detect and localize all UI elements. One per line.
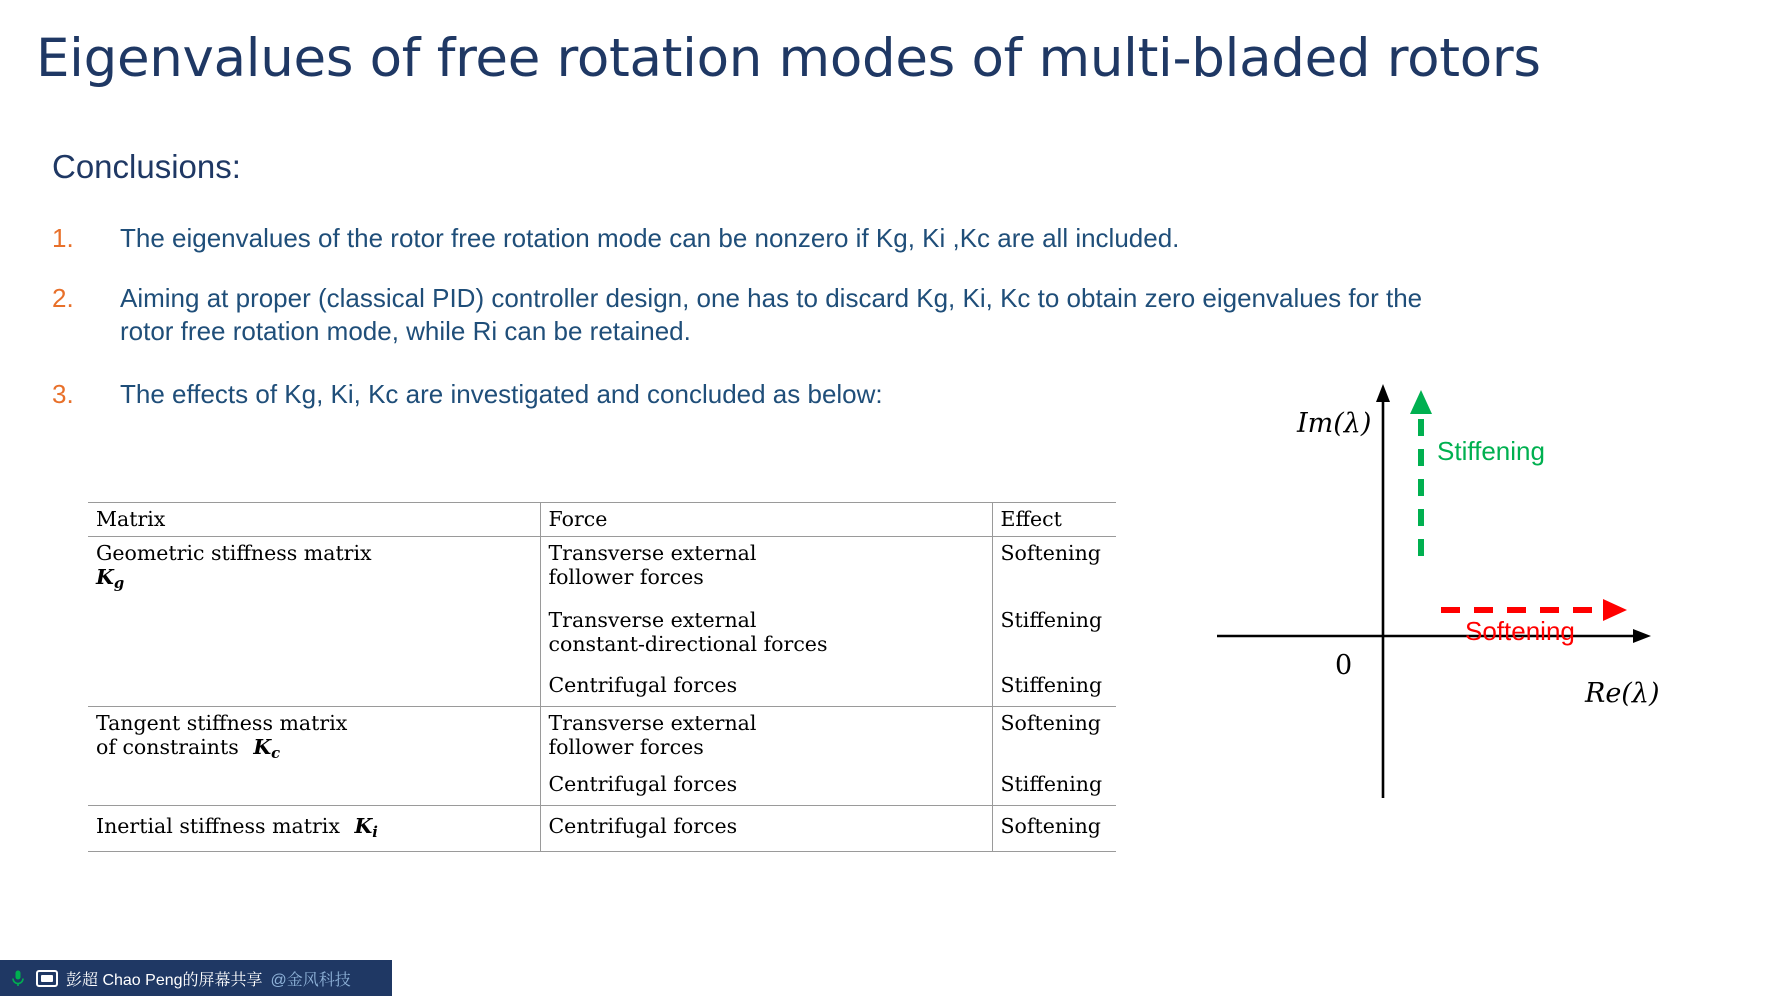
force-line1: Centrifugal forces bbox=[548, 673, 738, 697]
conclusion-number-1: 1. bbox=[52, 223, 74, 253]
force-cell bbox=[540, 707, 992, 765]
softening-arrow-head bbox=[1603, 599, 1627, 621]
conclusion-text-1: The eigenvalues of the rotor free rotation mode can be nonzero if Kg, Ki ,Kc are all included. bbox=[120, 223, 1180, 253]
real-axis-arrow bbox=[1633, 629, 1651, 643]
force-line1: Transverse external bbox=[548, 711, 757, 735]
screen-share-bar bbox=[0, 960, 392, 996]
effects-table bbox=[88, 502, 1116, 852]
force-line1: Centrifugal forces bbox=[548, 814, 738, 838]
effect-cell bbox=[992, 806, 1116, 852]
effect-cell bbox=[992, 764, 1116, 806]
share-owner-tag: @金风科技 bbox=[270, 971, 351, 989]
table-bottom-rule bbox=[88, 852, 1116, 853]
matrix-cell-kc bbox=[88, 707, 540, 806]
effect-text: Stiffening bbox=[1000, 772, 1103, 796]
conclusion-item-2 bbox=[52, 282, 1472, 349]
force-line2: follower forces bbox=[548, 735, 704, 759]
softening-label: Softening bbox=[1465, 616, 1575, 646]
force-cell bbox=[540, 764, 992, 806]
screen-share-icon[interactable] bbox=[36, 970, 58, 987]
matrix-symbol: $K_g$ bbox=[96, 565, 125, 593]
matrix-cell-ki bbox=[88, 806, 540, 852]
matrix-label-line2: of constraints $K_c$ bbox=[96, 735, 281, 763]
effect-text: Stiffening bbox=[1000, 608, 1103, 632]
table-header-effect: Effect bbox=[992, 503, 1116, 537]
microphone-icon[interactable] bbox=[8, 968, 28, 988]
imaginary-axis-label: Im(λ) bbox=[1297, 408, 1372, 439]
table-row bbox=[88, 707, 1116, 765]
table-row bbox=[88, 537, 1116, 595]
origin-label: 0 bbox=[1335, 650, 1353, 681]
force-line2: constant-directional forces bbox=[548, 632, 828, 656]
complex-plane-diagram bbox=[1215, 378, 1735, 898]
conclusion-item-1 bbox=[52, 222, 1502, 255]
matrix-label-line1: Inertial stiffness matrix $K_i$ bbox=[96, 814, 378, 842]
effect-cell bbox=[992, 661, 1116, 707]
effect-text: Softening bbox=[1000, 814, 1101, 838]
force-cell bbox=[540, 537, 992, 595]
effect-cell bbox=[992, 594, 1116, 661]
force-line1: Transverse external bbox=[548, 541, 757, 565]
force-cell bbox=[540, 594, 992, 661]
force-cell bbox=[540, 806, 992, 852]
table-header-force: Force bbox=[540, 503, 992, 537]
conclusion-number-2: 2. bbox=[52, 283, 74, 313]
force-line1: Transverse external bbox=[548, 608, 757, 632]
imaginary-axis-arrow bbox=[1376, 384, 1390, 402]
conclusion-number-3: 3. bbox=[52, 379, 74, 409]
conclusions-heading: Conclusions: bbox=[52, 148, 241, 185]
stiffening-arrow-head bbox=[1410, 390, 1432, 414]
effects-table-container bbox=[88, 502, 1116, 852]
table-header-row bbox=[88, 503, 1116, 537]
page-title: Eigenvalues of free rotation modes of multi-bladed rotors bbox=[36, 28, 1541, 89]
stiffening-label: Stiffening bbox=[1437, 436, 1545, 466]
force-cell bbox=[540, 661, 992, 707]
real-axis-label: Re(λ) bbox=[1585, 678, 1660, 709]
matrix-label-line1: Geometric stiffness matrix bbox=[96, 541, 372, 565]
effect-cell: Softening bbox=[992, 707, 1116, 765]
conclusion-text-2: Aiming at proper (classical PID) controller design, one has to discard Kg, Ki, Kc to obtain zero eigenvalues for the rotor free rotation mode, while Ri can be retained. bbox=[120, 283, 1423, 347]
conclusion-text-3: The effects of Kg, Ki, Kc are investigated and concluded as below: bbox=[120, 379, 883, 409]
share-status-text: 彭超 Chao Peng的屏幕共享 bbox=[66, 971, 263, 989]
table-row bbox=[88, 806, 1116, 852]
table-header-matrix: Matrix bbox=[88, 503, 540, 537]
force-line2: follower forces bbox=[548, 565, 704, 589]
effect-text: Stiffening bbox=[1000, 673, 1103, 697]
matrix-cell-kg bbox=[88, 537, 540, 707]
matrix-label-line1: Tangent stiffness matrix bbox=[96, 711, 348, 735]
effect-cell: Softening bbox=[992, 537, 1116, 595]
force-line1: Centrifugal forces bbox=[548, 772, 738, 796]
